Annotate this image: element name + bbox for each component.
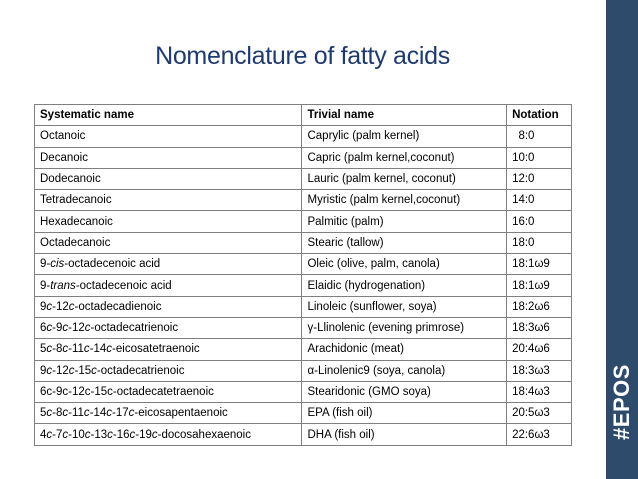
systematic-name-cell: [35, 126, 302, 147]
notation-cell: 20:5ω3: [507, 403, 572, 424]
table-row: [35, 147, 572, 168]
notation-cell: 18:3ω6: [507, 317, 572, 338]
systematic-name-part: -octadecatrienoic: [96, 364, 185, 377]
notation-cell: 16:0: [507, 211, 572, 232]
notation-cell: 18:2ω6: [507, 296, 572, 317]
hashtag-text: #EPOS: [609, 364, 634, 440]
notation-cell: 20:4ω6: [507, 339, 572, 360]
systematic-name-part: Decanoic: [40, 151, 88, 164]
systematic-name-cell: [35, 381, 302, 402]
systematic-name-part: -10: [68, 428, 85, 441]
systematic-name-part: -octadecatrienoic: [90, 322, 179, 335]
systematic-name-cell: [35, 254, 302, 275]
table-row: [35, 126, 572, 147]
trivial-name-cell: α-Linolenic9 (soya, canola): [302, 360, 507, 381]
table-row: [35, 211, 572, 232]
systematic-name-part: -13: [90, 428, 108, 441]
systematic-name-part: c: [91, 364, 97, 377]
notation-cell: 18:4ω3: [507, 381, 572, 402]
systematic-name-part: -12: [52, 300, 69, 313]
systematic-name-part: -15: [74, 364, 92, 377]
side-accent-bar: [606, 0, 638, 479]
systematic-name-part: -12: [52, 364, 69, 377]
notation-cell: 14:0: [507, 190, 572, 211]
notation-cell: 10:0: [507, 147, 572, 168]
trivial-name-cell: Lauric (palm kernel, coconut): [302, 168, 507, 189]
systematic-name-cell: [35, 360, 302, 381]
systematic-name-part: -11: [68, 343, 84, 356]
header-trivial-name: Trivial name: [302, 105, 507, 126]
systematic-name-part: -12: [68, 322, 85, 335]
systematic-name-part: -octadecenoic acid: [75, 279, 172, 292]
trivial-name-cell: Oleic (olive, palm, canola): [302, 254, 507, 275]
systematic-name-part: -7: [52, 428, 63, 441]
systematic-name-part: 9: [40, 364, 47, 377]
notation-cell: 18:1ω9: [507, 275, 572, 296]
table-row: [35, 296, 572, 317]
systematic-name-part: -9: [52, 322, 63, 335]
systematic-name-part: -eicosapentaenoic: [134, 407, 228, 420]
systematic-name-part: c: [84, 322, 91, 335]
trivial-name-cell: Elaidic (hydrogenation): [302, 275, 507, 296]
systematic-name-part: c: [46, 364, 53, 377]
slide-title: Nomenclature of fatty acids: [155, 42, 450, 70]
trivial-name-cell: Stearic (tallow): [302, 232, 507, 253]
table-row: [35, 317, 572, 338]
trivial-name-cell: Capric (palm kernel,coconut): [302, 147, 507, 168]
systematic-name-cell: [35, 317, 302, 338]
systematic-name-part: -docosahexaenoic: [157, 428, 251, 441]
systematic-name-cell: [35, 168, 302, 189]
systematic-name-cell: [35, 403, 302, 424]
systematic-name-part: c: [62, 322, 69, 335]
systematic-name-part: c: [68, 364, 75, 377]
systematic-name-part: 5: [40, 343, 47, 356]
header-notation: Notation: [507, 105, 572, 126]
systematic-name-part: -17: [112, 407, 129, 420]
systematic-name-part: Hexadecanoic: [40, 215, 113, 228]
header-systematic-name: Systematic name: [35, 105, 302, 126]
systematic-name-cell: [35, 147, 302, 168]
table-row: [35, 381, 572, 402]
trivial-name-cell: DHA (fish oil): [302, 424, 507, 445]
systematic-name-part: Octanoic: [40, 130, 86, 143]
systematic-name-part: 6c-9c-12c-15c-octadecatetraenoic: [40, 386, 214, 398]
systematic-name-part: c: [129, 428, 136, 441]
systematic-name-part: Tetradecanoic: [40, 194, 112, 207]
systematic-name-part: 4: [40, 428, 47, 441]
systematic-name-part: -8: [52, 343, 63, 356]
notation-cell: 18:1ω9: [507, 254, 572, 275]
systematic-name-part: c: [106, 343, 113, 356]
table-row: [35, 339, 572, 360]
systematic-name-part: c: [83, 343, 90, 356]
table-header-row: [35, 105, 572, 126]
systematic-name-part: c: [46, 322, 53, 335]
systematic-name-part: c: [107, 428, 113, 441]
systematic-name-cell: [35, 232, 302, 253]
systematic-name-part: -16: [112, 428, 130, 441]
table-row: [35, 232, 572, 253]
systematic-name-part: c: [84, 428, 91, 441]
trivial-name-cell: Stearidonic (GMO soya): [302, 381, 507, 402]
notation-cell: 18:0: [507, 232, 572, 253]
systematic-name-part: c: [83, 407, 90, 420]
systematic-name-part: c: [46, 407, 53, 420]
systematic-name-cell: [35, 190, 302, 211]
trivial-name-cell: EPA (fish oil): [302, 403, 507, 424]
systematic-name-part: -octadecadienoic: [74, 300, 162, 313]
trivial-name-cell: Linoleic (sunflower, soya): [302, 296, 507, 317]
systematic-name-cell: [35, 339, 302, 360]
systematic-name-part: 9: [40, 300, 47, 313]
systematic-name-part: 9-: [40, 258, 51, 271]
notation-cell: 12:0: [507, 168, 572, 189]
systematic-name-cell: [35, 211, 302, 232]
systematic-name-part: c: [151, 428, 158, 441]
table-row: [35, 275, 572, 296]
trivial-name-cell: Caprylic (palm kernel): [302, 126, 507, 147]
systematic-name-part: 5: [40, 407, 47, 420]
systematic-name-part: trans: [50, 279, 76, 292]
systematic-name-cell: [35, 275, 302, 296]
notation-cell: 8:0: [507, 126, 572, 147]
systematic-name-part: 6: [40, 322, 47, 335]
systematic-name-part: Octadecanoic: [40, 236, 111, 249]
systematic-name-part: c: [62, 428, 69, 441]
systematic-name-part: -11: [68, 407, 84, 420]
table-row: [35, 190, 572, 211]
notation-cell: 22:6ω3: [507, 424, 572, 445]
systematic-name-cell: [35, 424, 302, 445]
systematic-name-part: -8: [52, 407, 63, 420]
systematic-name-part: Dodecanoic: [40, 173, 101, 186]
systematic-name-part: -14: [89, 343, 107, 356]
systematic-name-part: -octadecenoic acid: [64, 258, 161, 271]
trivial-name-cell: Palmitic (palm): [302, 211, 507, 232]
table-row: [35, 168, 572, 189]
table-body: [35, 126, 572, 445]
table-row: [35, 360, 572, 381]
systematic-name-cell: [35, 296, 302, 317]
systematic-name-part: 9-: [40, 279, 51, 292]
hashtag-label: [608, 347, 636, 457]
table-row: [35, 424, 572, 445]
systematic-name-part: -eicosatetraenoic: [112, 343, 200, 356]
notation-cell: 18:3ω3: [507, 360, 572, 381]
fatty-acid-table: [34, 104, 572, 446]
table-row: [35, 254, 572, 275]
systematic-name-part: c: [106, 407, 113, 420]
systematic-name-part: c: [46, 428, 53, 441]
systematic-name-part: c: [128, 407, 135, 420]
systematic-name-part: c: [62, 343, 69, 356]
systematic-name-part: c: [46, 300, 53, 313]
systematic-name-part: c: [68, 300, 75, 313]
trivial-name-cell: Arachidonic (meat): [302, 339, 507, 360]
systematic-name-part: -14: [89, 407, 107, 420]
systematic-name-part: cis: [50, 258, 65, 271]
trivial-name-cell: Myristic (palm kernel,coconut): [302, 190, 507, 211]
systematic-name-part: c: [62, 407, 69, 420]
systematic-name-part: c: [46, 343, 53, 356]
systematic-name-part: -19: [135, 428, 152, 441]
trivial-name-cell: γ-Llinolenic (evening primrose): [302, 317, 507, 338]
table-row: [35, 403, 572, 424]
